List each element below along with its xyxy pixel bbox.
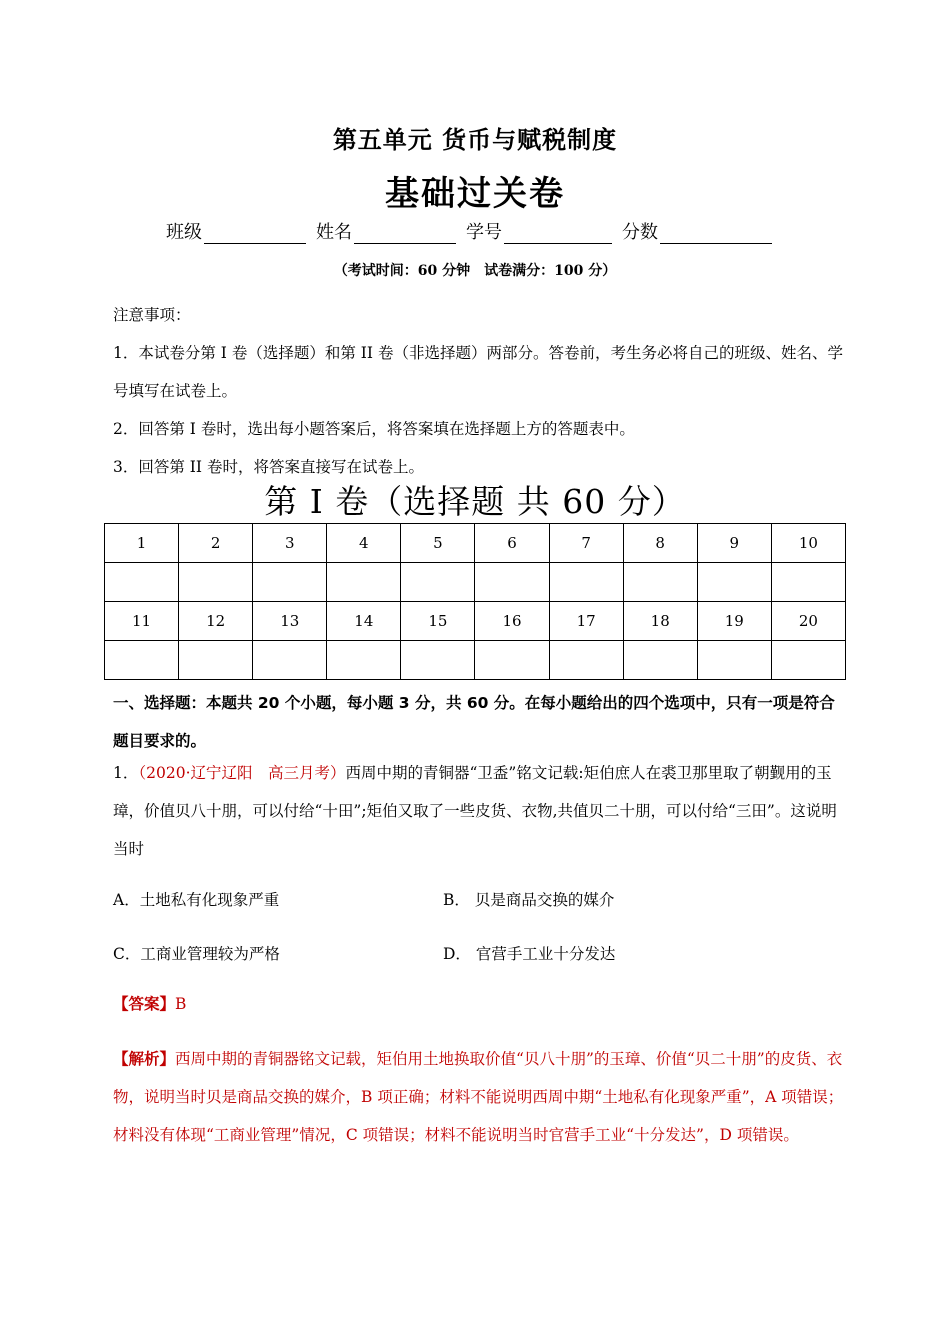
analysis-text: 西周中期的青铜器铭文记载，矩伯用土地换取价值“贝八十朋”的玉璋、价值“贝二十朋”的皮货、衣物，说明当时贝是商品交换的媒介，B 项正确；材料不能说明西周中期“土地私有化现象严重”，A 项错误；材料没有体现“工商业管理”情况，C 项错误；材料不能说明当时官营手工业“十分发达”，D 项错误。 <box>113 1050 844 1144</box>
student-id-label: 学号 <box>466 222 502 243</box>
answer-label: 【答案】 <box>113 995 176 1013</box>
answer-cell[interactable] <box>697 563 771 602</box>
notes-heading: 注意事项： <box>113 306 191 324</box>
answer-cell[interactable] <box>327 641 401 680</box>
note-item: 1．本试卷分第 I 卷（选择题）和第 II 卷（非选择题）两部分。答卷前，考生务必将自己的班级、姓名、学号填写在试卷上。 <box>113 344 843 400</box>
question-number-cell: 17 <box>549 602 623 641</box>
answer-cell[interactable] <box>253 641 327 680</box>
question-number-cell: 4 <box>327 524 401 563</box>
answer-cell[interactable] <box>401 641 475 680</box>
option-a[interactable]: A．土地私有化现象严重 <box>113 891 280 909</box>
question-number-cell: 11 <box>105 602 179 641</box>
time-note: （考试时间：60 分钟 试卷满分：100 分） <box>333 263 617 279</box>
student-id-field[interactable] <box>466 218 612 244</box>
answer-cell[interactable] <box>179 563 253 602</box>
answer-cell[interactable] <box>771 641 845 680</box>
answer-cell[interactable] <box>549 563 623 602</box>
analysis-block <box>113 1040 848 1154</box>
question-number-cell: 12 <box>179 602 253 641</box>
question-source: （2020·辽宁辽阳 高三月考） <box>138 764 346 782</box>
answer-cell[interactable] <box>105 641 179 680</box>
question-number-cell: 18 <box>623 602 697 641</box>
student-id-blank[interactable] <box>504 223 612 244</box>
answer-table-number-row <box>105 524 846 563</box>
unit-title: 第五单元 货币与赋税制度 <box>332 126 618 154</box>
answer-cell[interactable] <box>549 641 623 680</box>
score-label: 分数 <box>622 222 658 243</box>
class-field[interactable] <box>166 218 306 244</box>
answer-table-blank-row <box>105 563 846 602</box>
answer-table <box>104 523 846 680</box>
question-number-cell: 16 <box>475 602 549 641</box>
option-d[interactable]: D． 官营手工业十分发达 <box>443 945 616 963</box>
name-label: 姓名 <box>316 222 352 243</box>
question-number-cell: 2 <box>179 524 253 563</box>
score-field[interactable] <box>622 218 772 244</box>
class-label: 班级 <box>166 222 202 243</box>
answer-cell[interactable] <box>475 641 549 680</box>
section-title: 第 I 卷（选择题 共 60 分） <box>264 482 686 521</box>
answer-cell[interactable] <box>475 563 549 602</box>
question-number-cell: 13 <box>253 602 327 641</box>
answer-cell[interactable] <box>105 563 179 602</box>
question-number-cell: 6 <box>475 524 549 563</box>
answer-value: B <box>175 995 187 1013</box>
question-number-cell: 15 <box>401 602 475 641</box>
main-title: 基础过关卷 <box>385 174 565 214</box>
question-number-cell: 7 <box>549 524 623 563</box>
option-c[interactable]: C．工商业管理较为严格 <box>113 945 280 963</box>
class-blank[interactable] <box>204 223 306 244</box>
answer-cell[interactable] <box>253 563 327 602</box>
question-number-cell: 5 <box>401 524 475 563</box>
question-number-cell: 8 <box>623 524 697 563</box>
question-number-cell: 19 <box>697 602 771 641</box>
answer-cell[interactable] <box>179 641 253 680</box>
question-number: 1． <box>113 764 139 782</box>
note-item: 2．回答第 I 卷时，选出每小题答案后，将答案填在选择题上方的答题表中。 <box>113 420 635 438</box>
notes-section <box>113 296 843 486</box>
name-blank[interactable] <box>354 223 456 244</box>
question-stem: 西周中期的青铜器“卫盉”铭文记载:矩伯庶人在裘卫那里取了朝觐用的玉璋，价值贝八十朋，可以付给“十田”;矩伯又取了一些皮货、衣物,共值贝二十朋，可以付给“三田”。这说明当时 <box>113 764 837 858</box>
score-blank[interactable] <box>660 223 772 244</box>
question-number-cell: 1 <box>105 524 179 563</box>
note-item: 3．回答第 II 卷时，将答案直接写在试卷上。 <box>113 458 424 476</box>
question-number-cell: 3 <box>253 524 327 563</box>
option-b[interactable]: B． 贝是商品交换的媒介 <box>443 891 615 909</box>
question-section-intro: 一、选择题：本题共 20 个小题，每小题 3 分，共 60 分。在每小题给出的四个选项中，只有一项是符合题目要求的。 <box>113 694 835 750</box>
student-info-row <box>166 218 772 244</box>
answer-table-number-row <box>105 602 846 641</box>
answer-line <box>113 992 186 1014</box>
answer-cell[interactable] <box>327 563 401 602</box>
analysis-label: 【解析】 <box>113 1050 176 1068</box>
answer-table-blank-row <box>105 641 846 680</box>
question-number-cell: 14 <box>327 602 401 641</box>
answer-cell[interactable] <box>401 563 475 602</box>
answer-cell[interactable] <box>623 641 697 680</box>
answer-cell[interactable] <box>623 563 697 602</box>
answer-cell[interactable] <box>771 563 845 602</box>
answer-cell[interactable] <box>697 641 771 680</box>
question-1 <box>113 754 848 868</box>
name-field[interactable] <box>316 218 456 244</box>
question-number-cell: 10 <box>771 524 845 563</box>
question-number-cell: 20 <box>771 602 845 641</box>
question-number-cell: 9 <box>697 524 771 563</box>
